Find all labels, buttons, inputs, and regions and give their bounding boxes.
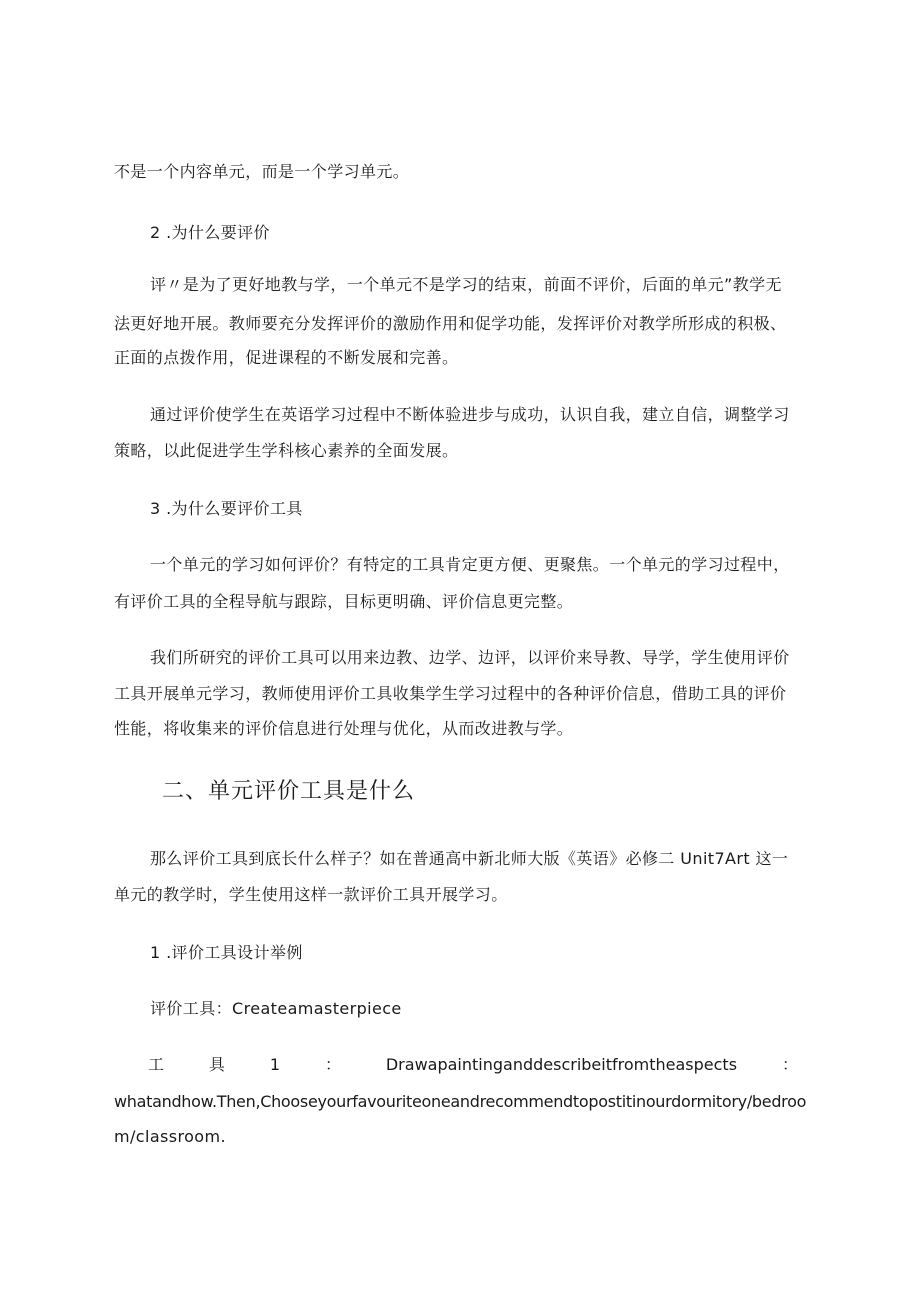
section-2-heading: 二、单元评价工具是什么 bbox=[162, 779, 416, 804]
s2-p1-line-1: 评〃是为了更好地教与学，一个单元不是学习的结束，前面不评价，后面的单元”教学无 bbox=[150, 275, 782, 294]
tool1-line-3: m/classroom. bbox=[114, 1127, 226, 1146]
tool1-word-2: 具 bbox=[208, 1055, 225, 1074]
tool1-word-4: ： bbox=[324, 1055, 341, 1074]
s3-p1-line-2: 有评价工具的全程导航与跟踪，目标更明确、评价信息更完整。 bbox=[114, 592, 574, 611]
s2-p2-line-2: 策略，以此促进学生学科核心素养的全面发展。 bbox=[114, 441, 459, 460]
tool-label: 评价工具：Createamasterpiece bbox=[150, 999, 402, 1018]
s2-p1-line-2: 法更好地开展。教师要充分发挥评价的激励作用和促学功能，发挥评价对教学所形成的积极、 bbox=[114, 314, 787, 333]
sec2-p1-line-2: 单元的教学时，学生使用这样一款评价工具开展学习。 bbox=[114, 885, 508, 904]
s2-p2-line-1: 通过评价使学生在英语学习过程中不断体验进步与成功，认识自我，建立自信，调整学习 bbox=[150, 405, 790, 424]
paragraph-continuation: 不是一个内容单元，而是一个学习单元。 bbox=[114, 162, 410, 181]
section-2-title: 2 .为什么要评价 bbox=[150, 223, 270, 242]
s3-p2-line-1: 我们所研究的评价工具可以用来边教、边学、边评，以评价来导教、导学，学生使用评价 bbox=[150, 648, 790, 667]
tool1-word-1: 工 bbox=[148, 1055, 165, 1074]
s3-p2-line-2: 工具开展单元学习，教师使用评价工具收集学生学习过程中的各种评价信息，借助工具的评价 bbox=[114, 684, 787, 703]
subsection-1-title: 1 .评价工具设计举例 bbox=[150, 943, 303, 962]
tool1-word-3: 1 bbox=[269, 1055, 281, 1074]
s3-p1-line-1: 一个单元的学习如何评价？有特定的工具肯定更方便、更聚焦。一个单元的学习过程中， bbox=[150, 555, 790, 574]
tool1-word-6: ： bbox=[781, 1055, 798, 1074]
sec2-p1-line-1: 那么评价工具到底长什么样子？如在普通高中新北师大版《英语》必修二 Unit7Art 这一 bbox=[150, 849, 789, 868]
section-3-title: 3 .为什么要评价工具 bbox=[150, 499, 303, 518]
tool1-line-2: whatandhow.Then,Chooseyourfavouriteoneandrecommendtopostitinourdormitory/bedroo bbox=[114, 1092, 807, 1111]
tool1-line-1 bbox=[148, 1055, 798, 1075]
tool1-word-5: Drawapaintinganddescribeitfromtheaspects bbox=[385, 1055, 738, 1074]
s2-p1-line-3: 正面的点拨作用，促进课程的不断发展和完善。 bbox=[114, 348, 459, 367]
s3-p2-line-3: 性能，将收集来的评价信息进行处理与优化，从而改进教与学。 bbox=[114, 719, 574, 738]
